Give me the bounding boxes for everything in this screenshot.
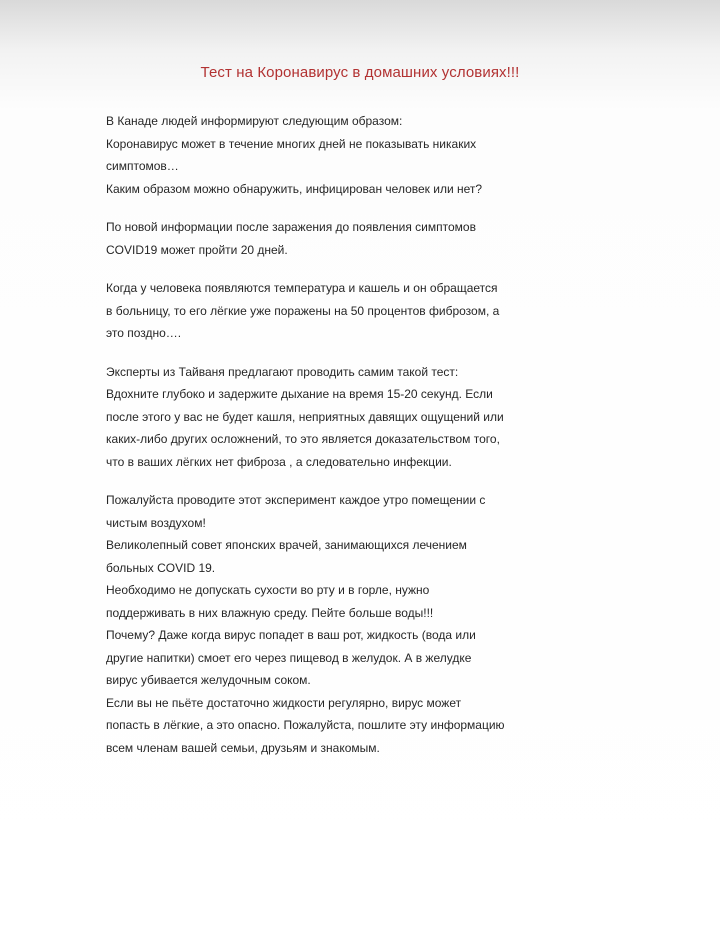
paragraph-taiwan-test: Эксперты из Тайваня предлагают проводить самим такой тест: Вдохните глубоко и задержите дыхание на время 15-20 секунд. Если после этого у вас не будет кашля, неприятных давящих ощущений или каких-либо других осложнений, то это является доказательством того, что в ваших лёгких нет фиброза , а следовательно инфекции.	[106, 364, 504, 469]
paragraph-symptoms: Коронавирус может в течение многих дней не показывать никаких симптомов… Каким образом можно обнаружить, инфицирован человек или нет?	[106, 136, 483, 196]
document-body	[106, 110, 666, 759]
paragraph-fibrosis: Когда у человека появляются температура и кашель и он обращается в больницу, то его лёгкие уже поражены на 50 процентов фиброзом, а это поздно….	[106, 281, 500, 340]
paragraph-intro: В Канаде людей информируют следующим образом:	[106, 114, 403, 128]
document-title: Тест на Коронавирус в домашних условиях!!!	[200, 64, 520, 81]
paragraph-incubation: По новой информации после заражения до появления симптомов COVID19 может пройти 20 дней.	[106, 220, 476, 257]
paragraph-advice: Пожалуйста проводите этот эксперимент каждое утро помещении с чистым воздухом! Великолепный совет японских врачей, занимающихся лечением больных COVID 19. Необходимо не допускать сухости во рту и в горле, нужно поддерживать в них влажную среду. Пейте больше воды!!! Почему? Даже когда вирус попадет в ваш рот, жидкость (вода или другие напитки) смоет его через пищевод в желудок. А в желудке вирус убивается желудочным соком. Если вы не пьёте достаточно жидкости регулярно, вирус может попасть в лёгкие, а это опасно. Пожалуйста, пошлите эту информацию всем членам вашей семьи, друзьям и знакомым.	[106, 493, 505, 755]
